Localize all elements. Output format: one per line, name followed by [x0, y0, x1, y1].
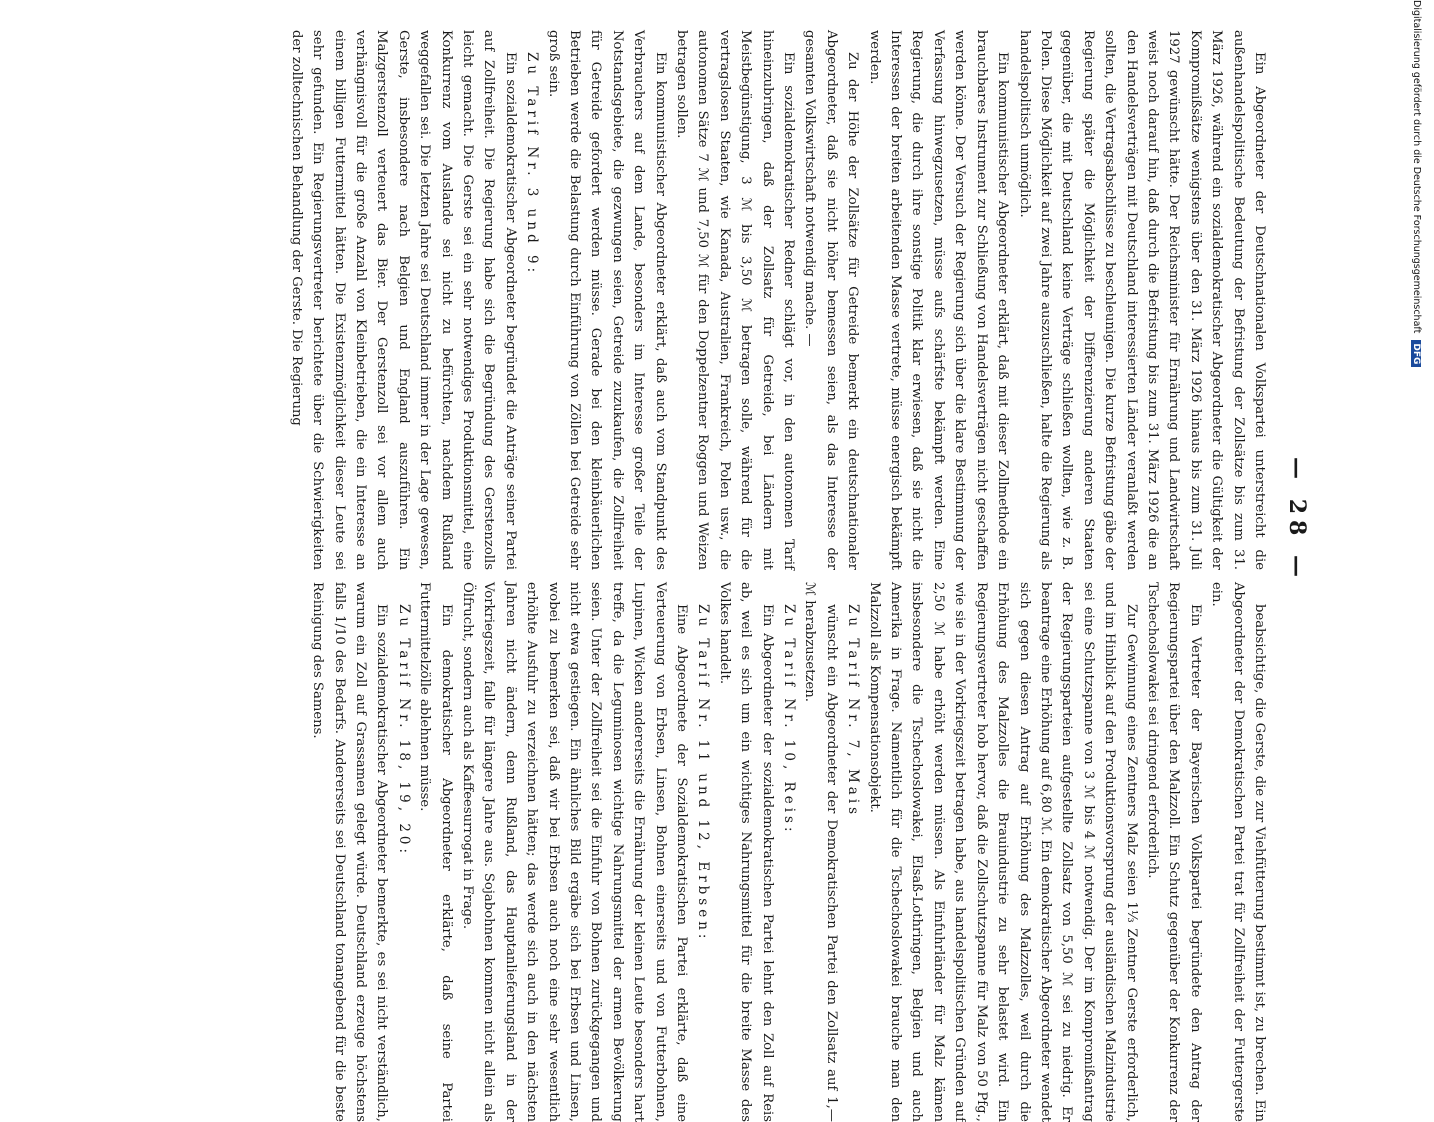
section-heading: Zu Tarif Nr. 10, Reis:: [781, 604, 798, 836]
paragraph: beabsichtige, die Gerste, die zur Viehfütterung bestimmt ist, zu brechen. Ein Abgeordneter der Demokratischen Partei trat für Zollfreiheit der Futtergerste ein.: [1209, 582, 1267, 1122]
paragraph: Ein Abgeordneter der Deutschnationalen Volkspartei unterstreicht die außenhandelspolitische Bedeutung der Befristung der Zollsätze bis zum 31. März 1926, während ein sozialdemokratischer Abgeordneter die Gültigkeit der Kompromißsätze wenigstens über den 31. März 1926 hinaus bis zum 31. Juli 1927 gewünscht hätte. Der Reichsminister für Ernährung und Landwirtschaft weist noch darauf hin, daß durch die Befristung bis zum 31. März 1926 die an den Handelsverträgen mit Deutschland interessierten Länder veranlaßt werden sollten, die Vertragsabschlüsse zu beschleunigen. Die kurze Befristung gäbe der Regierung später die Möglichkeit der Differenzierung anderen Staaten gegenüber, die mit Deutschland keine Verträge schließen wollten, wie z. B. Polen. Diese Möglichkeit auf zwei Jahre auszuschließen, halte die Regierung als handelspolitisch unmöglich.: [1016, 30, 1267, 570]
paragraph: Ein sozialdemokratischer Redner schlägt vor, in den autonomen Tarif hineinzubringen, daß der Zollsatz für Getreide, bei Ländern mit Meistbegünstigung, 3 ℳ bis 3,50 ℳ betragen solle, während für die vertragslosen Staaten, wie Kanada, Australien, Frankreich, Polen usw., die autonomen Sätze 7 ℳ und 7,50 ℳ für den Doppelzentner Roggen und Weizen betragen sollen.: [674, 30, 797, 570]
paragraph: Ein demokratischer Abgeordneter erklärte, daß seine Partei Futtermittelzölle ablehnen müsse.: [417, 582, 454, 1122]
section-heading: Zu Tarif Nr. 11 und 12, Erbsen:: [695, 604, 712, 943]
paragraph: Ein kommunistischer Abgeordneter erklärt, daß auch vom Standpunkt des Verbrauchers auf dem Lande, besonders im Interesse großer Teile der Notstandsgebiete, die gezwungen seien, Getreide zuzukaufen, die Zollfreiheit für Getreide gefordert werden müsse. Gerade bei den kleinbäuerlichen Betrieben werde die Belastung durch Einführung von Zöllen bei Getreide sehr groß sein.: [545, 30, 668, 570]
paragraph: Eine Abgeordnete der Sozialdemokratischen Partei erklärte, daß eine Verteuerung von Erbsen, Linsen, Bohnen einerseits und von Futterbohnen, Lupinen, Wicken andererseits die Ernährung der kleinen Leute besonders hart treffe, da die Leguminosen wichtige Nahrungsmittel der armen Bevölkerung seien. Unter der Zollfreiheit sei die Einfuhr von Bohnen zurückgegangen und nicht etwa gestiegen. Ein ähnliches Bild ergäbe sich bei Erbsen und Linsen, wobei zu bemerken sei, daß wir bei Erbsen auch noch eine sehr wesentlich erhöhte Ausfuhr zu verzeichnen hätten; das werde sich auch in den nächsten Jahren nicht ändern, denn Rußland, das Hauptanlieferungsland in der Vorkriegszeit, falle für längere Jahre aus. Sojabohnen kommen nicht allein als Ölfrucht, sondern auch als Kaffeesurrogat in Frage.: [459, 582, 690, 1122]
paragraph: Ein sozialdemokratischer Abgeordneter bemerkte, es sei nicht verständlich, warum ein Zoll auf Grassamen gelegt würde. Deutschland erzeuge höchstens falls 1/10 des Bedarfs. Andererseits sei Deutschland tonangebend für die beste Reinigung des Samens.: [310, 582, 390, 1122]
section-heading: Zu Tarif Nr. 7, Mais: [845, 604, 862, 819]
paragraph: Zu der Höhe der Zollsätze für Getreide bemerkt ein deutschnationaler Abgeordneter, daß sie nicht höher bemessen seien, als das Interesse der gesamten Volkswirtschaft notwendig mache. —: [802, 30, 861, 570]
section-heading: Zu Tarif Nr. 18, 19, 20:: [395, 604, 412, 858]
left-text-column: [285, 30, 1270, 570]
paragraph: Ein Abgeordneter der sozialdemokratischen Partei lehnt den Zoll auf Reis ab, weil es sich um ein wichtiges Nahrungsmittel für die breite Masse des Volkes handelt.: [716, 582, 775, 1122]
rotated-document-page: [138, 0, 1318, 1122]
digitization-credit: [1408, 0, 1422, 1000]
section-heading: Zu Tarif Nr. 3 und 9:: [524, 52, 541, 277]
paragraph: Ein sozialdemokratischer Abgeordneter begründet die Anträge seiner Partei auf Zollfreiheit. Die Regierung habe sich die Begründung des Gerstenzolls leicht gemacht. Die Gerste sei ein sehr notwendiges Produktionsmittel, eine Konkurrenz vom Auslande sei nicht zu befürchten, nachdem Rußland weggefallen sei. Die letzten Jahre sei Deutschland immer in der Lage gewesen, Gerste, insbesondere nach Belgien und England auszuführen. Ein Malzgerstenzoll verteuert das Bier. Der Gerstenzoll sei vor allem auch verhängnisvoll für die große Anzahl von Kleinbetrieben, die ein Interesse an einem billigen Futtermittel hätten. Die Existenzmöglichkeit dieser Leute sei sehr gefunden. Ein Regierungsvertreter berichtete über die Schwierigkeiten der zolltechnischen Behandlung der Gerste. Die Regierung: [288, 30, 518, 570]
credit-text: Digitalisierung gefördert durch die Deutsche Forschungsgemeinschaft: [1411, 0, 1422, 334]
paragraph: wünscht ein Abgeordneter der Demokratischen Partei den Zollsatz auf 1,— ℳ herabzusetzen.: [802, 582, 839, 1122]
paragraph: Ein Vertreter der Bayerischen Volkspartei begründete den Antrag der Regierungspartei über den Malzzoll. Ein Schutz gegenüber der Konkurrenz der Tschechoslowakei sei dringend erforderlich.: [1144, 582, 1203, 1122]
page-number: — 28 —: [1284, 457, 1310, 583]
dfg-logo: DFG: [1411, 340, 1421, 367]
right-text-column: [307, 582, 1270, 1122]
paragraph: Zur Gewinnung eines Zentners Malz seien 1⅓ Zentner Gerste erforderlich, und im Hinblick auf den Produktionsvorsprung der ausländischen Malzindustrie sei eine Schutzspanne von 3 ℳ bis 4 ℳ notwendig. Der im Kompromißantrag der Regierungsparteien aufgestellte Zollsatz von 5,50 ℳ sei zu niedrig. Er beantrage eine Erhöhung auf 6,80 ℳ. Ein demokratischer Abgeordneter wendet sich gegen diesen Antrag auf Erhöhung des Malzzolles, weil durch die Erhöhung des Malzzolles die Brauindustrie zu sehr belastet wird. Ein Regierungsvertreter hob hervor, daß die Zollschutzspanne für Malz von 50 Pfg., wie sie in der Vorkriegszeit betragen habe, aus handelspolitischen Gründen auf 2,50 ℳ habe erhöht werden müssen. Als Einfuhrländer für Malz kämen insbesondere die Tschechoslowakei, Elsaß-Lothringen, Belgien und auch Amerika in Frage. Namentlich für die Tschechoslowakei brauche man den Malzzoll als Kompensationsobjekt.: [866, 582, 1139, 1122]
paragraph: Ein kommunistischer Abgeordneter erklärt, daß mit dieser Zollmethode ein brauchbares Instrument zur Schließung von Handelsverträgen nicht geschaffen werden könne. Der Versuch der Regierung sich über die klare Bestimmung der Verfassung hinwegzusetzen, müsse aufs schärfste bekämpft werden. Eine Regierung, die durch ihre sonstige Politik klar erwiesen, daß sie nicht die Interessen der breiten arbeitenden Masse vertrete, müsse energisch bekämpft werden.: [866, 30, 1011, 570]
